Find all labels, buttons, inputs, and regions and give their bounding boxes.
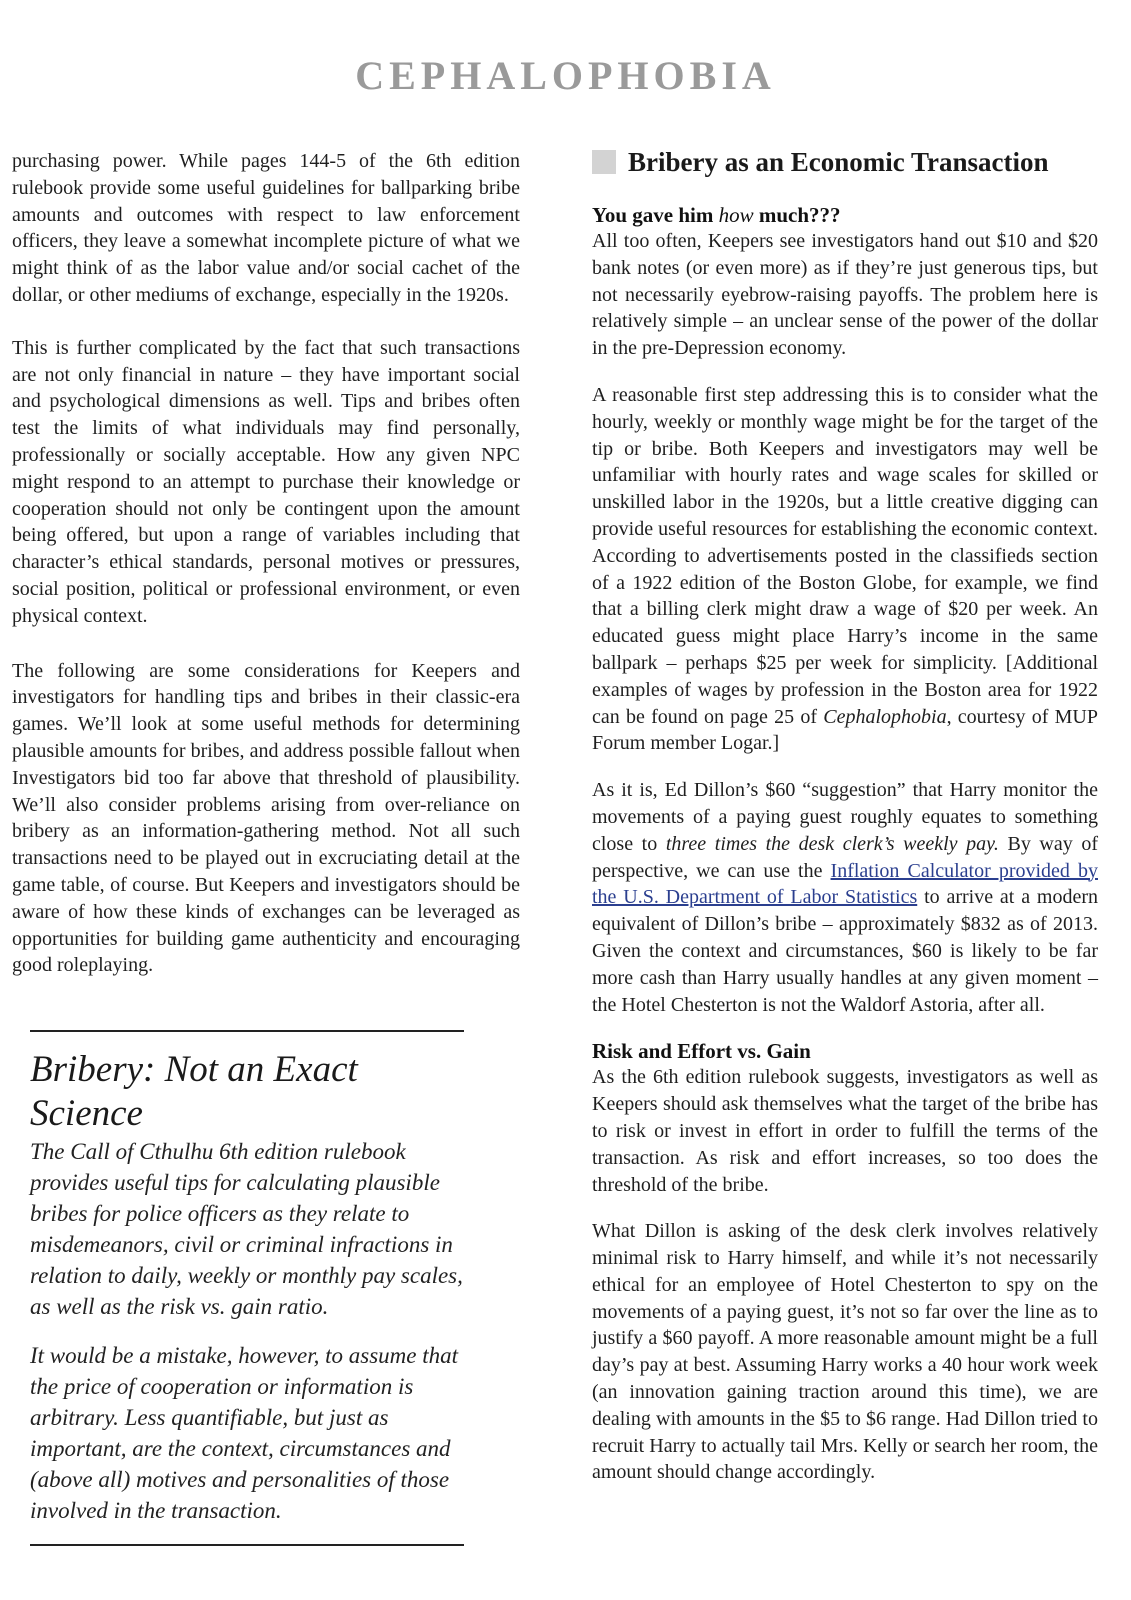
sidebar-title: Bribery: Not an Exact Science bbox=[30, 1049, 358, 1134]
sidebar-paragraph: It would be a mistake, however, to assume that the price of cooperation or information is arbitrary. Less quantifiable, but just as important, are the context, circumstances and (above all) motives and personalities of those involved in the transaction. bbox=[30, 1343, 459, 1523]
body-paragraph: purchasing power. While pages 144-5 of the 6th edition rulebook provide some useful guidelines for ballparking bribe amounts and outcomes with respect to law enforcement officers, they leave a somewhat incomplete picture of what we might think of as the labor value and/or social cachet of the dollar, or other mediums of exchange, especially in the 1920s. bbox=[12, 150, 520, 306]
body-paragraph: This is further complicated by the fact that such transactions are not only financial in nature – they have important social and psychological dimensions as well. Tips and bribes often test the limits of what individuals may find personally, professionally or socially acceptable. How any given NPC might respond to an attempt to purchase their knowledge or cooperation should not only be contingent upon the amount being offered, but upon a range of variables including that character’s ethical standards, personal motives or pressures, social position, political or professional environment, or even physical context. bbox=[12, 336, 520, 627]
body-paragraph: As the 6th edition rulebook suggests, investigators as well as Keepers should ask themselves what the target of the bribe has to risk or invest in effort in order to fulfill the terms of the transaction. As risk and effort increases, so too does the threshold of the bribe. bbox=[592, 1066, 1098, 1196]
left-column bbox=[12, 148, 520, 999]
section-bullet-square bbox=[592, 150, 616, 174]
body-paragraph: A reasonable first step addressing this is to consider what the hourly, weekly or monthly wage might be for the target of the tip or bribe. Both Keepers and investigators may well be unfamiliar with hourly rates and wage scales for skilled or unskilled labor in the 1920s, but a little creative digging can provide useful resources for establishing the economic context. According to advertisements posted in the classifieds section of a 1922 edition of the Boston Globe, for example, we find that a billing clerk might draw a wage of $20 per week. An educated guess might place Harry’s income in the same ballpark – perhaps $25 per week for simplicity. [Additional examples of wages by profession in the Boston area for 1922 can be found on page 25 of Cephalophobia, courtesy of MUP Forum member Logar.] bbox=[592, 383, 1098, 755]
sidebar-box bbox=[30, 1030, 464, 1546]
running-header: CEPHALOPHOBIA bbox=[355, 53, 776, 98]
sidebar-bottom-rule bbox=[30, 1544, 464, 1546]
subheading-risk-effort: Risk and Effort vs. Gain bbox=[592, 1039, 811, 1064]
section-title-text: Bribery as an Economic Transaction bbox=[628, 147, 1049, 177]
right-column bbox=[592, 146, 1098, 1506]
sidebar-top-rule bbox=[30, 1030, 464, 1032]
body-paragraph: All too often, Keepers see investigators hand out $10 and $20 bank notes (or even more) as if they’re just generous tips, but not necessarily eyebrow-raising payoffs. The problem here is relatively simple – an unclear sense of the power of the dollar in the pre-Depression economy. bbox=[592, 230, 1098, 360]
section-heading bbox=[592, 146, 1098, 178]
inflation-calculator-link[interactable]: Inflation Calculator provided by the U.S. Department of Labor Statistics bbox=[592, 859, 1098, 909]
body-paragraph: The following are some considerations for Keepers and investigators for handling tips and bribes in their classic-era games. We’ll look at some useful methods for determining plausible amounts for bribes, and address possible fallout when Investigators bid too far above that threshold of plausibility. We’ll also consider problems arising from over-reliance on bribery as an information-gathering method. Not all such transactions need to be played out in excruciating detail at the game table, of course. But Keepers and investigators should be aware of how these kinds of exchanges can be leveraged as opportunities for building game authenticity and encouraging good roleplaying. bbox=[12, 659, 520, 977]
body-paragraph: As it is, Ed Dillon’s $60 “suggestion” that Harry monitor the movements of a paying guest roughly equates to something close to three times the desk clerk’s weekly pay. By way of perspective, we can use the Inflation Calculator provided by the U.S. Department of Labor Statistics to arrive at a modern equivalent of Dillon’s bribe – approximately $832 as of 2013. Given the context and circumstances, $60 is likely to be far more cash than Harry usually handles at any given moment – the Hotel Chesterton is not the Waldorf Astoria, after all. bbox=[592, 779, 1099, 1016]
body-paragraph: What Dillon is asking of the desk clerk involves relatively minimal risk to Harry himself, and while it’s not necessarily ethical for an employee of Hotel Chesterton to spy on the movements of a paying guest, it’s not so far over the line as to justify a $60 payoff. A more reasonable amount might be a full day’s pay at best. Assuming Harry works a 40 hour work week (an innovation gaining traction around this time), we are dealing with amounts in the $5 to $6 range. Had Dillon tried to recruit Harry to actually tail Mrs. Kelly or search her room, the amount should change accordingly. bbox=[592, 1220, 1098, 1484]
sidebar-body bbox=[30, 1136, 464, 1526]
subheading-you-gave-him: You gave him how much??? bbox=[592, 203, 841, 227]
sidebar-paragraph: The Call of Cthulhu 6th edition rulebook provides useful tips for calculating plausible bribes for police officers as they relate to misdemeanors, civil or criminal infractions in relation to daily, weekly or monthly pay scales, as well as the risk vs. gain ratio. bbox=[30, 1139, 463, 1319]
